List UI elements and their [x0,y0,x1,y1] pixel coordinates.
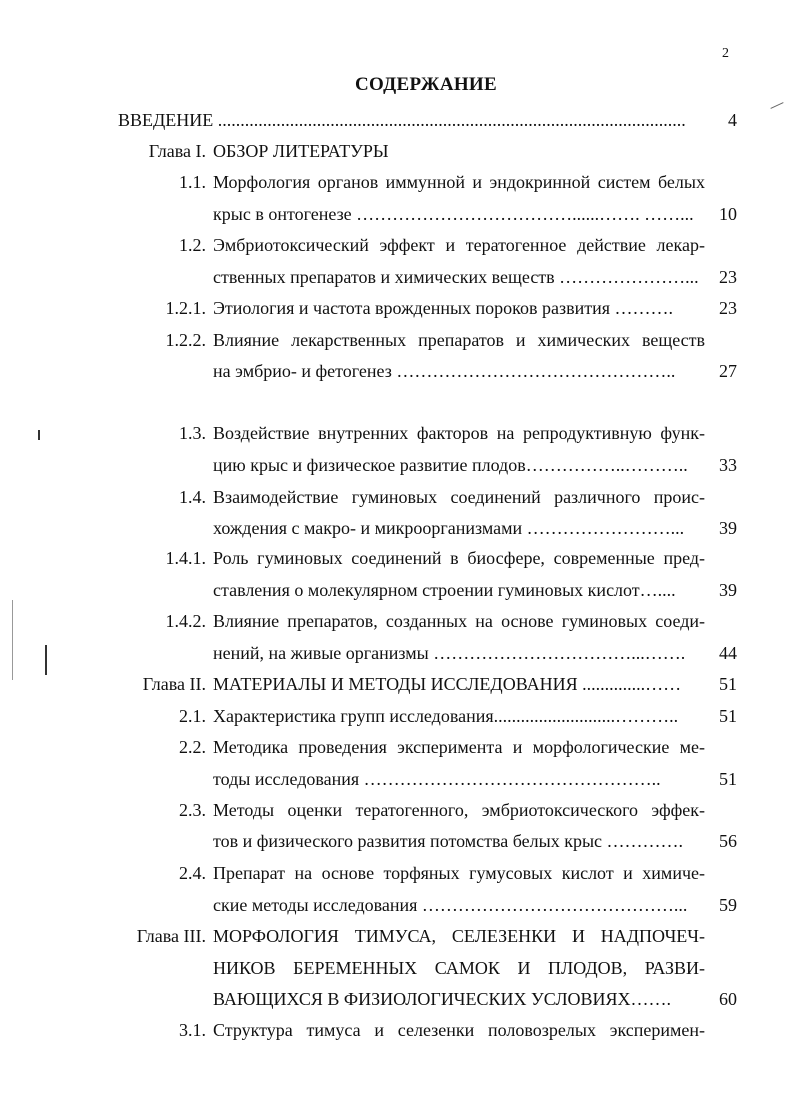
toc-entry-number: 1.4.1. [165,548,206,568]
toc-entry-text: Методика проведения эксперимента и морфологические ме- [213,737,705,757]
toc-entry-text: НИКОВ БЕРЕМЕННЫХ САМОК И ПЛОДОВ, РАЗВИ- [213,958,705,978]
toc-entry-page: 56 [719,831,737,851]
toc-entry-text: Эмбриотоксический эффект и тератогенное действие лекар- [213,235,705,255]
toc-entry-text: Структура тимуса и селезенки половозрелых эксперимен- [213,1020,705,1040]
toc-entry-number: 1.2.1. [165,298,206,318]
toc-entry-number: 1.4.2. [165,611,206,631]
toc-entry-text: ственных препаратов и химических веществ …………………... [213,267,699,287]
toc-entry-number: 1.4. [179,487,206,507]
toc-entry-text: Влияние лекарственных препаратов и химических веществ [213,330,705,350]
toc-entry-page: 39 [719,518,737,538]
toc-entry-text: на эмбрио- и фетогенез ……………………………………….. [213,361,676,381]
page-title: СОДЕРЖАНИЕ [355,74,497,95]
toc-entry-text: МОРФОЛОГИЯ ТИМУСА, СЕЛЕЗЕНКИ И НАДПОЧЕЧ- [213,926,705,946]
toc-entry-number: 2.3. [179,800,206,820]
toc-entry-number: 1.1. [179,172,206,192]
scan-mark [45,645,47,675]
toc-entry-number: Глава I. [148,141,206,161]
toc-entry-page: 33 [719,455,737,475]
toc-entry-number: 2.4. [179,863,206,883]
toc-entry-page: 44 [719,643,737,663]
toc-entry-page: 60 [719,989,737,1009]
toc-entry-number: 2.1. [179,706,206,726]
toc-entry-number: 1.2. [179,235,206,255]
toc-entry-number: 3.1. [179,1020,206,1040]
toc-entry-text: ставления о молекулярном строении гуминовых кислот….... [213,580,676,600]
toc-entry-number: Глава II. [142,674,206,694]
toc-entry-text: Взаимодействие гуминовых соединений различного проис- [213,487,705,507]
toc-entry-text: ВАЮЩИХСЯ В ФИЗИОЛОГИЧЕСКИХ УСЛОВИЯХ……. [213,989,672,1009]
toc-entry-page: 39 [719,580,737,600]
scan-mark [38,430,40,440]
toc-entry-page: 51 [719,706,737,726]
toc-entry-page: 59 [719,895,737,915]
toc-entry-text: Влияние препаратов, созданных на основе гуминовых соеди- [213,611,705,631]
toc-entry-text: Методы оценки тератогенного, эмбриотоксического эффек- [213,800,705,820]
toc-entry-page: 4 [728,110,737,130]
toc-entry-page: 23 [719,267,737,287]
toc-entry-text: Воздействие внутренних факторов на репродуктивную функ- [213,423,705,443]
toc-entry-text: цию крыс и физическое развитие плодов……………..……….. [213,455,688,475]
toc-entry-text: нений, на живые организмы ……………………………...……. [213,643,686,663]
toc-entry-text: Характеристика групп исследования...........................……….. [213,706,679,726]
toc-entry-text: тов и физического развития потомства белых крыс …………. [213,831,684,851]
toc-entry-number: Глава III. [136,926,206,946]
toc-entry-text: хождения с макро- и микроорганизмами ……………………... [213,518,685,538]
toc-entry-text: ВВЕДЕНИЕ ........................................................................................................ [118,110,686,130]
scan-mark [12,600,13,680]
toc-entry-text: Роль гуминовых соединений в биосфере, современные пред- [213,548,705,568]
toc-entry-page: 10 [719,204,737,224]
toc-entry-text: ОБЗОР ЛИТЕРАТУРЫ [213,141,389,161]
toc-entry-page: 51 [719,674,737,694]
toc-entry-text: МАТЕРИАЛЫ И МЕТОДЫ ИССЛЕДОВАНИЯ ..............…… [213,674,682,694]
toc-entry-text: Этиология и частота врожденных пороков развития ………. [213,298,674,318]
toc-entry-text: тоды исследования ………………………………………….. [213,769,661,789]
scan-mark [770,102,783,109]
toc-entry-text: Препарат на основе торфяных гумусовых кислот и химиче- [213,863,705,883]
toc-entry-text: ские методы исследования ……………………………………... [213,895,688,915]
toc-entry-number: 1.2.2. [165,330,206,350]
toc-entry-page: 23 [719,298,737,318]
toc-entry-text: крыс в онтогенезе ………………………………......……. ……... [213,204,694,224]
toc-entry-number: 2.2. [179,737,206,757]
toc-entry-text: Морфология органов иммунной и эндокринной систем белых [213,172,705,192]
toc-entry-number: 1.3. [179,423,206,443]
page-number: 2 [722,46,729,61]
toc-entry-page: 27 [719,361,737,381]
toc-entry-page: 51 [719,769,737,789]
